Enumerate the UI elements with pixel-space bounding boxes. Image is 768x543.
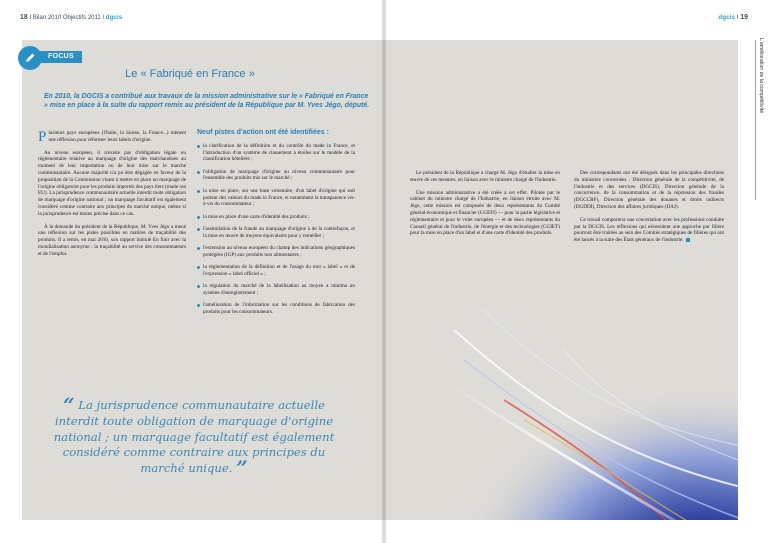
list-item: l'extension au niveau européen du champ des indications géographiques protégées (IGP) aux produits non alimentaires ; [197,245,355,259]
bullet-icon [197,247,200,250]
bullet-icon [197,216,200,219]
left-header-logo: dgcis [105,15,123,21]
article-column-3 [410,170,560,243]
left-header-title: Bilan 2010 Objectifs 2011 [32,15,101,21]
page-gutter [381,0,387,543]
left-page-number: 18 [20,14,28,21]
article-column-1 [38,130,186,264]
article-column-2 [197,130,355,321]
list-item: l'assimilation de la fraude au marquage d'origine à de la contrefaçon, et la mise en œuvre de moyens équivalents pour y remédier ; [197,226,355,240]
paragraph: Au niveau européen, il n'existe pas d'obligation légale ou réglementaire relative au marquage d'origine des marchandises au moment de leur importation ou de leur mise sur le marché communautaire. Aucune majorité n'a pu être dégagée en faveur de la proposition de la Commission visant à mettre en place un marquage de l'origine obligatoire pour les produits importés des pays tiers (made out EU). La jurisprudence communautaire actuelle interdit toute obligation de marquage d'origine national ; un marquage facultatif est également considéré comme contraire aux principes du marché unique, même si la jurisprudence est moins précise dans ce cas. [38,149,186,217]
open-quote-icon: “ [63,393,75,417]
list-item: la régulation du marché de la labellisation au moyen a minima un système d'enregistrement ; [197,283,355,297]
list-item: l'amélioration de l'information sur les conditions de fabrication des produits pour les consommateurs. [197,302,355,316]
bullet-icon [197,228,200,231]
article-title: Le « Fabriqué en France » [125,68,255,80]
list-item: l'obligation de marquage d'origine au niveau communautaire pour l'ensemble des produits mis sur le marché ; [197,169,355,183]
pull-quote: “ La jurisprudence communautaire actuelle interdit toute obligation de marquage d'origine national ; un marquage facultatif est également considéré comme contraire aux principes du marché unique. ” [53,393,335,481]
end-mark-icon [686,238,690,242]
list-item: la mise en place, sur une base volontaire, d'un label d'origine qui soit porteur des valeurs du made in France, et notamment la transparence vis-à-vis du consommateur ; [197,188,355,208]
focus-tab-label: FOCUS [36,51,82,63]
bullet-icon [197,266,200,269]
bullet-icon [197,171,200,174]
bullet-icon [197,285,200,288]
paragraph: Une mission administrative a été créée à cet effet. Pilotée par le cabinet du ministre chargé de l'Industrie, en liaison étroite avec M. Jégo, cette mission est composée de deux représentants du Comité général économique et financier (CGEFI) — pour la partie législative et réglementaire et pour le volet européen — et de deux représentants du Conseil général de l'industrie, de l'énergie et des technologies (CGIET) pour la mise en place d'un label et d'une carte d'identité des produits. [410,189,560,237]
left-page-header: 18 I Bilan 2010 Objectifs 2011 I dgcis [20,14,123,21]
bullet-icon [197,304,200,307]
pistes-heading: Neuf pistes d'action ont été identifiées : [197,129,329,136]
list-item: la clarification de la définition et du contrôle du made in France, et l'introduction d'un système de classement à étoiles sur le modèle de la classification hôtelière ; [197,143,355,163]
paragraph: Des correspondants ont été désignés dans les principales directions du ministère concernées : Direction générale de la compétitivité, de l'industrie et des services (DGCIS), Direction générale de la concurrence, de la consommation et de la répression des fraudes (DGCCRF), Direction générale des douanes et droits indirects (DGDDI), Direction des affaires juridiques (DAJ). [574,170,724,210]
pencil-icon [18,46,42,70]
close-quote-icon: ” [236,456,248,481]
focus-panel-right [384,40,738,520]
right-page-number: 19 [740,14,748,21]
right-page [384,0,768,543]
article-column-4 [574,170,724,250]
paragraph: Ce travail comportera une concertation avec les professions conduite par la DGCIS. Les réflexions qui nécessitent une approche par filière pourront être traitées au sein des Comités stratégiques de filières qui ont été lancés à la suite des États généraux de l'industrie. [574,216,724,244]
section-side-label: L'amélioration de la compétitivité [758,38,764,114]
bullet-icon [197,145,200,148]
paragraph: Le président de la République a chargé M. Jégo d'étudier la mise en œuvre de ces mesures, en liaison avec le ministre chargé de l'Industrie. [410,170,560,183]
list-item: la réglementation de la définition et de l'usage du mot « label » et de l'expression « label officiel » ; [197,264,355,278]
decorative-light-art [424,290,738,520]
right-header-logo: dgcis [718,15,736,21]
drop-cap: P [38,129,47,145]
list-item: la mise en place d'une carte d'identité des produits ; [197,214,355,221]
article-intro: En 2010, la DGCIS a contribué aux travaux de la mission administrative sur le « Fabriqué en France » mise en place à la suite du rapport remis au président de la République par M. Yves Jégo, député. [44,93,370,109]
paragraph: Plusieurs pays européens (l'Italie, la Suisse, la France...) mènent une réflexion pour réformer leurs labels d'origine. [38,129,186,145]
bullet-icon [197,190,200,193]
paragraph: À la demande du président de la République, M. Yves Jégo a mené une réflexion sur les pistes possibles en matière de traçabilité des produits. Il a remis, en mai 2010, son rapport intitulé En finir avec la mondialisation anonyme : la traçabilité au service des consommateurs et de l'emploi. [38,223,186,257]
right-page-header: dgcis I 19 [718,14,748,21]
